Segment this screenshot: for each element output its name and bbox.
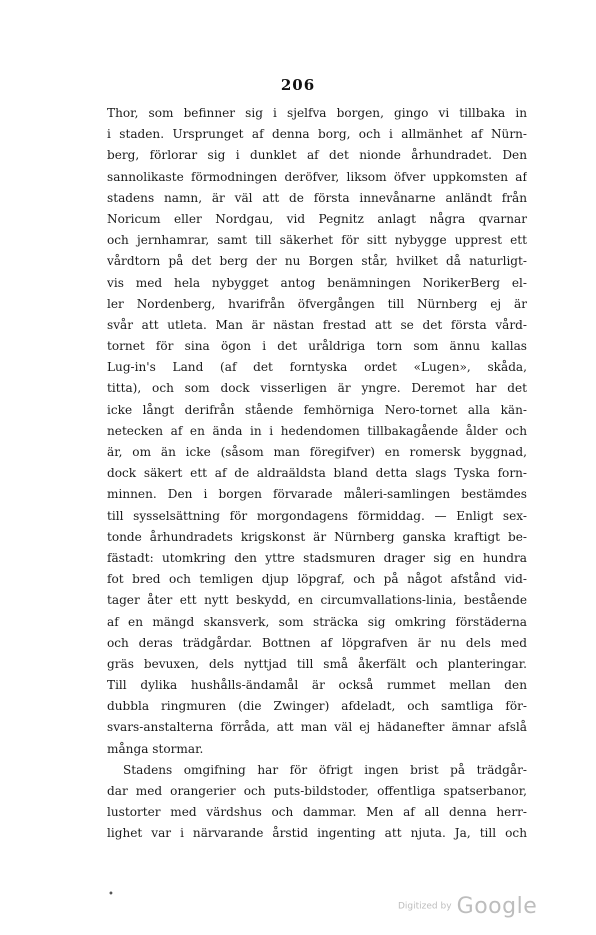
text-line: svars-anstalterna förråda, att man väl ej hädanefter ämnar afslå [107,720,527,735]
text-line: af en mängd skansverk, som sträcka sig omkring förstäderna [107,614,527,629]
digitized-watermark [398,894,538,919]
text-line: titta), och som dock visserligen är yngre. Deremot har det [107,381,527,396]
text-line: vårdtorn på det berg der nu Borgen står, hvilket då naturligt- [107,254,527,269]
text-line: gräs bevuxen, dels nyttjad till små åkerfält och planteringar. [107,656,527,671]
text-line: Lug-in's Land (af det forntyska ordet «Lugen», skåda, [107,360,527,375]
text-line: Till dylika hushålls-ändamål är också rummet mellan den [107,678,527,693]
footer-mark: • [108,889,114,900]
text-line: fästadt: utomkring den yttre stadsmuren drager sig en hundra [107,550,527,565]
text-line: minnen. Den i borgen förvarade måleri-samlingen bestämdes [107,487,527,502]
text-line: Noricum eller Nordgau, vid Pegnitz anlagt några qvarnar [107,211,527,226]
page-number: 206 [280,76,316,94]
text-line: många stormar. [107,741,204,756]
text-line: och jernhamrar, samt till säkerhet för sitt nybygge upprest ett [107,233,527,248]
text-line: tornet för sina ögon i det uråldriga torn som ännu kallas [107,339,527,354]
text-line: icke långt derifrån stående femhörniga Nero-tornet alla kän- [107,402,527,417]
text-line: Stadens omgifning har för öfrigt ingen brist på trädgår- [123,762,527,777]
text-line: ler Nordenberg, hvarifrån öfvergången till Nürnberg ej är [107,296,527,311]
text-line: fot bred och temligen djup löpgraf, och på något afstånd vid- [107,572,527,587]
text-line: i staden. Ursprunget af denna borg, och i allmänhet af Nürn- [107,127,527,142]
text-line: är, om än icke (såsom man föregifver) en romersk byggnad, [107,445,527,459]
text-line: berg, förlorar sig i dunklet af det nionde århundradet. Den [107,148,527,163]
watermark-brand: Google [456,894,538,919]
text-line: svår att utleta. Man är nästan frestad att se det första vård- [107,317,527,332]
text-line: Thor, som befinner sig i sjelfva borgen, gingo vi tillbaka in [107,106,527,120]
text-line: tonde århundradets krigskonst är Nürnberg ganska kraftigt be- [107,529,527,544]
text-line: lighet var i närvarande årstid ingenting att njuta. Ja, till och [107,826,527,841]
body-text [107,103,527,845]
text-line: lustorter med värdshus och dammar. Men af all denna herr- [107,805,527,820]
text-line: netecken af en ända in i hedendomen tillbakagående ålder och [107,423,527,438]
text-line: och deras trädgårdar. Bottnen af löpgrafven är nu dels med [107,635,527,650]
text-line: dubbla ringmuren (die Zwinger) afdeladt, och samtliga för- [107,699,527,714]
watermark-prefix: Digitized by [398,901,452,912]
text-line: vis med hela nybygget antog benämningen NorikerBerg el- [107,275,527,290]
text-line: till sysselsättning för morgondagens förmiddag. — Enligt sex- [107,508,527,523]
text-line: dock säkert ett af de aldraäldsta bland detta slags Tyska forn- [107,466,527,481]
text-line: sannolikaste förmodningen deröfver, liksom öfver uppkomsten af [107,169,527,184]
text-line: stadens namn, är väl att de första innevånarne anländt från [107,190,527,205]
text-line: tager åter ett nytt beskydd, en circumvallations-linia, bestående [107,593,527,608]
text-line: dar med orangerier och puts-bildstoder, offentliga spatserbanor, [107,784,527,798]
